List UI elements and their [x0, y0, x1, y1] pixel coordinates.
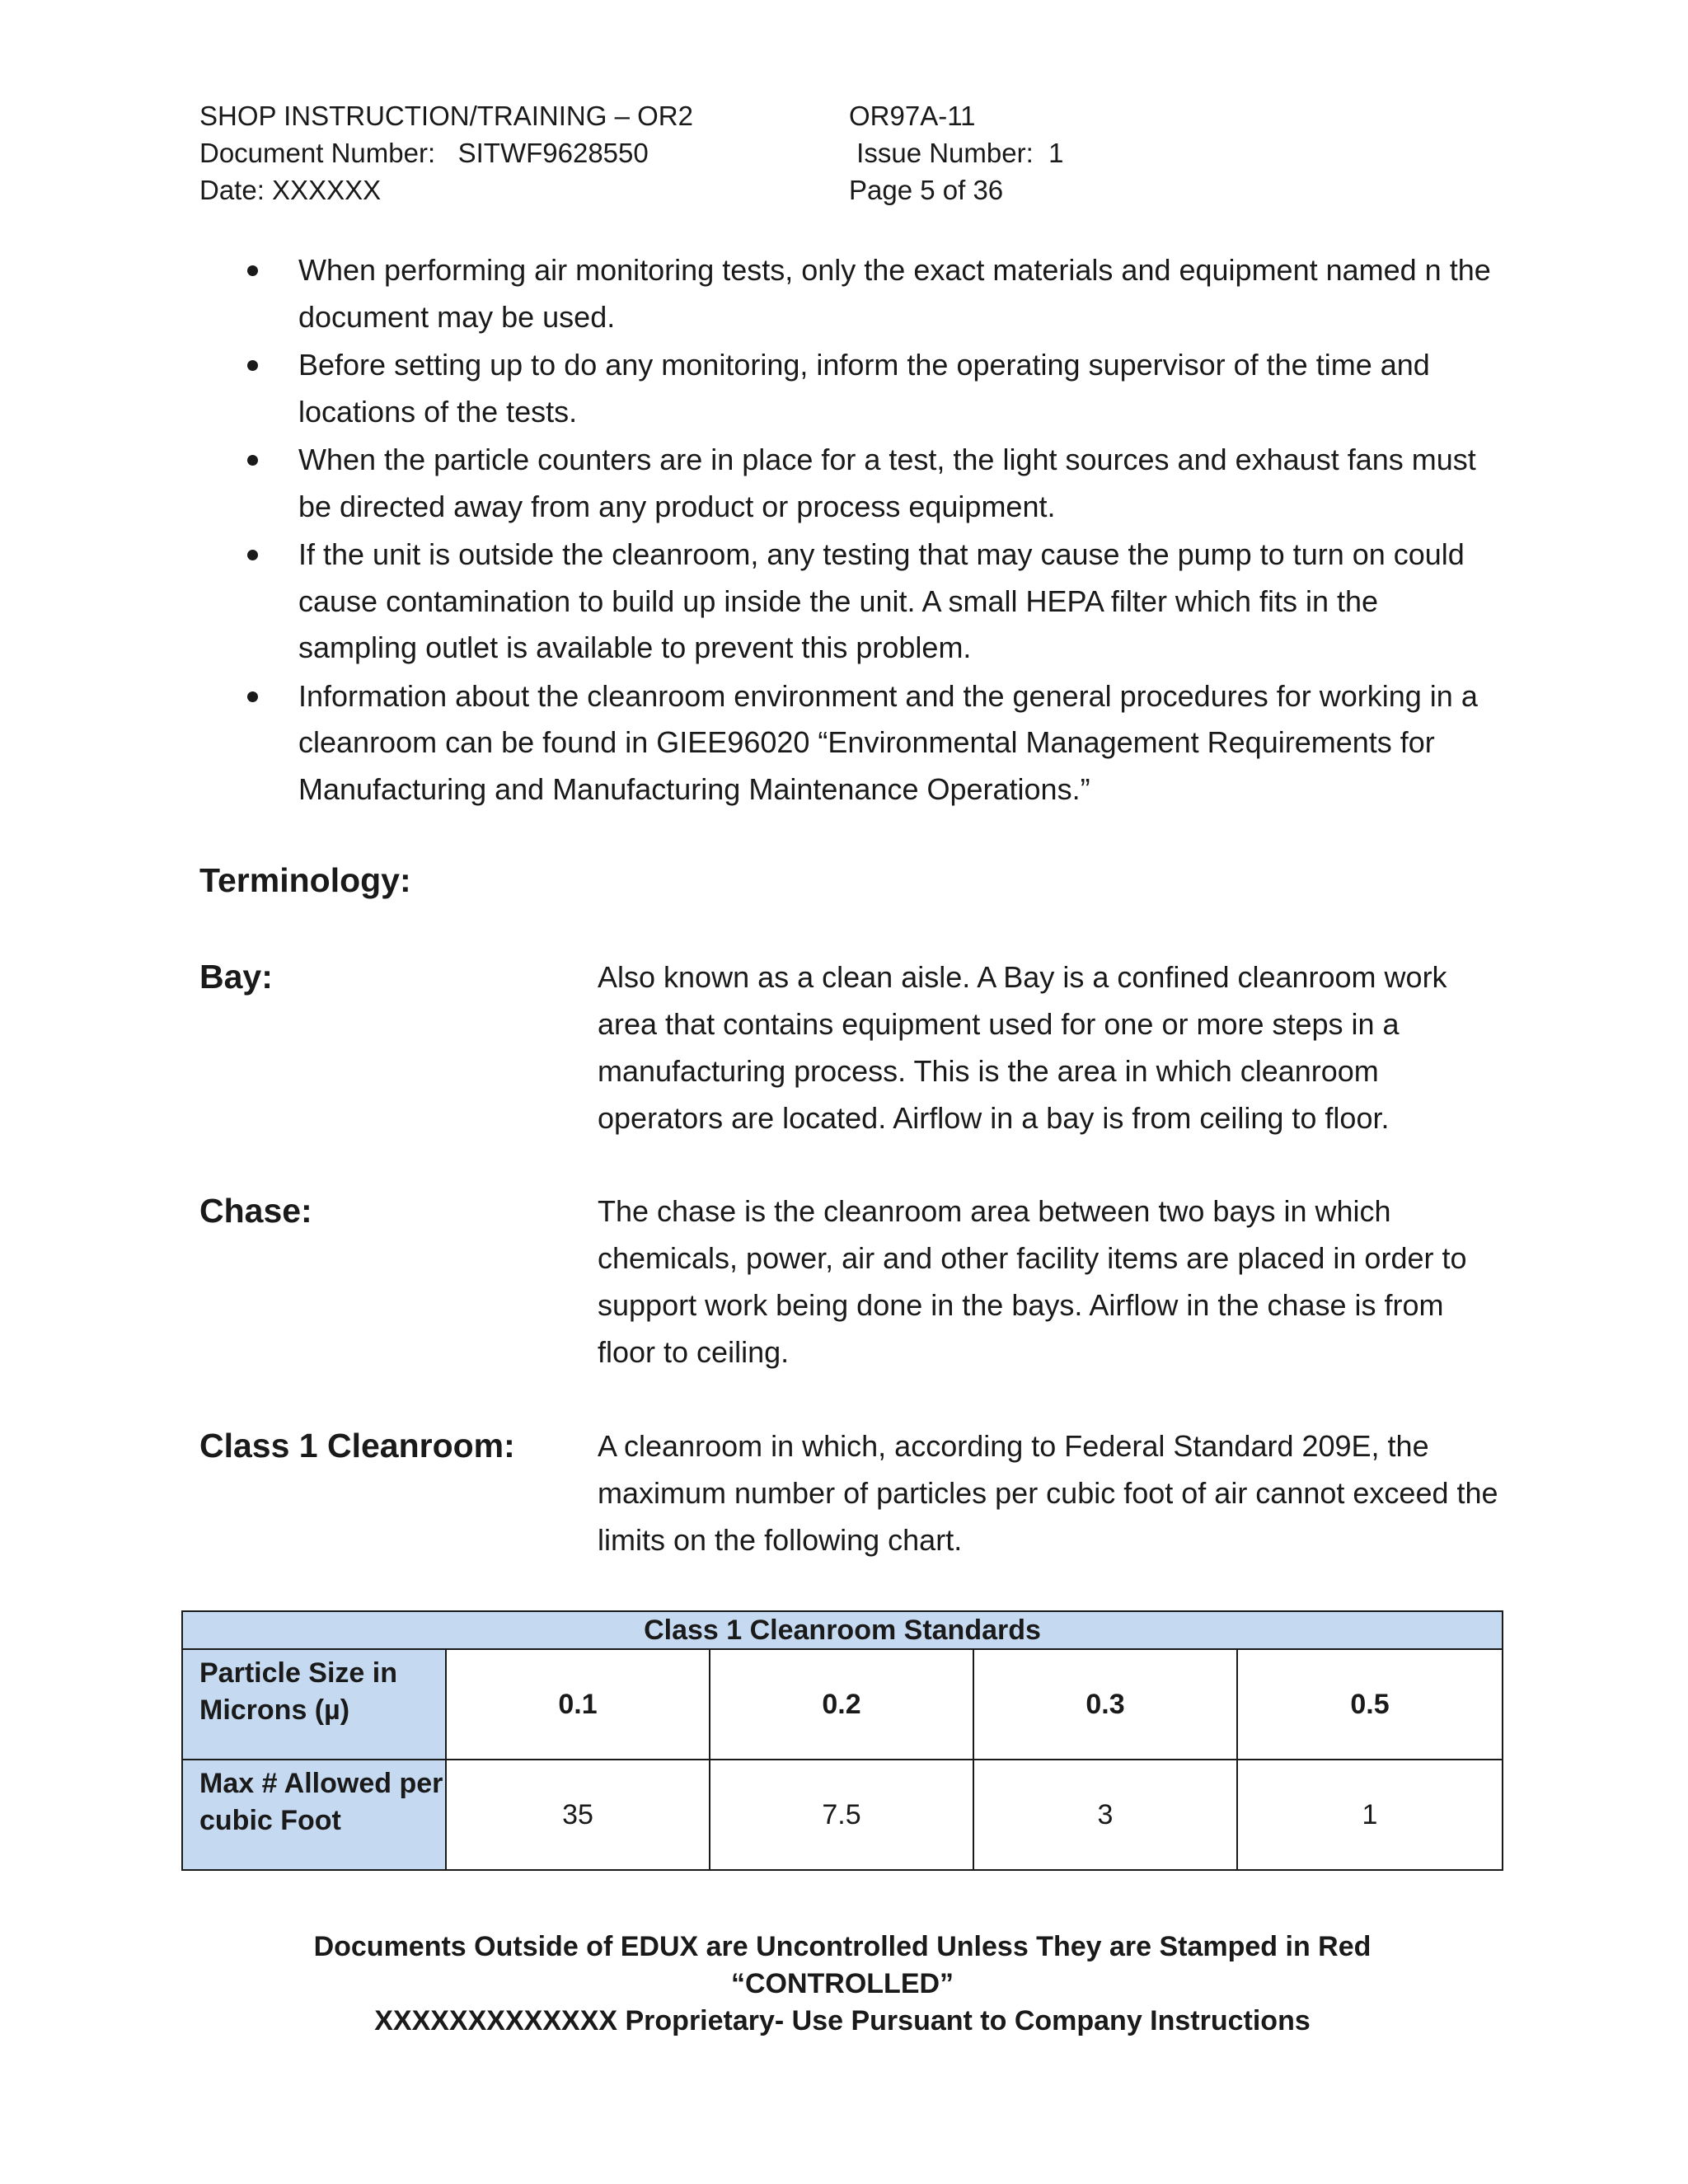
- list-item: [247, 532, 1500, 672]
- header-page-number: Page 5 of 36: [849, 175, 1004, 205]
- terminology-heading: Terminology:: [199, 861, 411, 899]
- term-name: Chase:: [199, 1192, 312, 1230]
- table-row: [182, 1760, 1503, 1870]
- particle-size-cell: 0.1: [446, 1649, 710, 1760]
- list-item: [247, 437, 1500, 530]
- header-date: Date: XXXXXX: [199, 175, 382, 205]
- list-item: [247, 342, 1500, 435]
- term-definition: The chase is the cleanroom area between two bays in which chemicals, power, air and other facility items are placed in order to support work being done in the bays. Airflow in the chase is from floor to ceiling.: [598, 1194, 1467, 1369]
- term-name: Class 1 Cleanroom:: [199, 1427, 515, 1465]
- header-form-code: OR97A-11: [849, 101, 976, 131]
- footer-controlled-stamp-text: “CONTROLLED”: [730, 1968, 954, 1999]
- particle-size-cell: 0.3: [973, 1649, 1237, 1760]
- instruction-bullet-list: [247, 247, 1500, 814]
- header-instruction-title: SHOP INSTRUCTION/TRAINING – OR2: [199, 101, 693, 131]
- footer-proprietary-notice: XXXXXXXXXXXXX Proprietary- Use Pursuant to Company Instructions: [374, 2005, 1311, 2036]
- max-allowed-cell: 7.5: [710, 1760, 973, 1870]
- particle-size-header: Particle Size in Microns (µ): [182, 1649, 446, 1760]
- max-allowed-cell: 35: [446, 1760, 710, 1870]
- list-item: [247, 673, 1500, 813]
- cleanroom-standards-table: [181, 1610, 1503, 1871]
- table-caption-row: [182, 1611, 1503, 1649]
- header-row-1: [199, 97, 1485, 134]
- bullet-icon: [247, 360, 258, 371]
- list-item: [247, 247, 1500, 340]
- term-name: Bay:: [199, 958, 273, 996]
- bullet-icon: [247, 550, 258, 560]
- bullet-text: Information about the cleanroom environment and the general procedures for working in a cleanroom can be found in GIEE96020 “Environmental Management Requirements for Manufacturing and Manufacturing Maintenance Operations.”: [298, 678, 1478, 806]
- bullet-icon: [247, 455, 258, 466]
- max-allowed-cell: 1: [1237, 1760, 1503, 1870]
- header-row-2: [199, 134, 1485, 171]
- bullet-text: When the particle counters are in place for a test, the light sources and exhaust fans must be directed away from any product or process equipment.: [298, 443, 1476, 523]
- term-definition: Also known as a clean aisle. A Bay is a confined cleanroom work area that contains equipment used for one or more steps in a manufacturing process. This is the area in which cleanroom operators are located. Airflow in a bay is from ceiling to floor.: [598, 960, 1447, 1135]
- max-allowed-cell: 3: [973, 1760, 1237, 1870]
- term-definition: A cleanroom in which, according to Federal Standard 209E, the maximum number of particles per cubic foot of air cannot exceed the limits on the following chart.: [598, 1429, 1498, 1557]
- bullet-icon: [247, 265, 258, 276]
- particle-size-cell: 0.5: [1237, 1649, 1503, 1760]
- header-document-number: Document Number: SITWF9628550: [199, 138, 649, 168]
- particle-size-cell: 0.2: [710, 1649, 973, 1760]
- bullet-icon: [247, 691, 258, 702]
- document-footer: [199, 1929, 1485, 2040]
- bullet-text: When performing air monitoring tests, only the exact materials and equipment named n the document may be used.: [298, 253, 1491, 334]
- bullet-text: If the unit is outside the cleanroom, any testing that may cause the pump to turn on could cause contamination to build up inside the unit. A small HEPA filter which fits in the sampling outlet is available to prevent this problem.: [298, 537, 1465, 664]
- max-allowed-header: Max # Allowed per cubic Foot: [182, 1760, 446, 1870]
- table-caption: Class 1 Cleanroom Standards: [182, 1611, 1503, 1649]
- table-row: [182, 1649, 1503, 1760]
- document-header: [199, 97, 1485, 209]
- bullet-text: Before setting up to do any monitoring, inform the operating supervisor of the time and locations of the tests.: [298, 348, 1430, 429]
- header-issue-number: Issue Number: 1: [849, 138, 1064, 168]
- footer-control-notice: Documents Outside of EDUX are Uncontrolled Unless They are Stamped in Red: [313, 1931, 1372, 1962]
- header-row-3: [199, 171, 1485, 209]
